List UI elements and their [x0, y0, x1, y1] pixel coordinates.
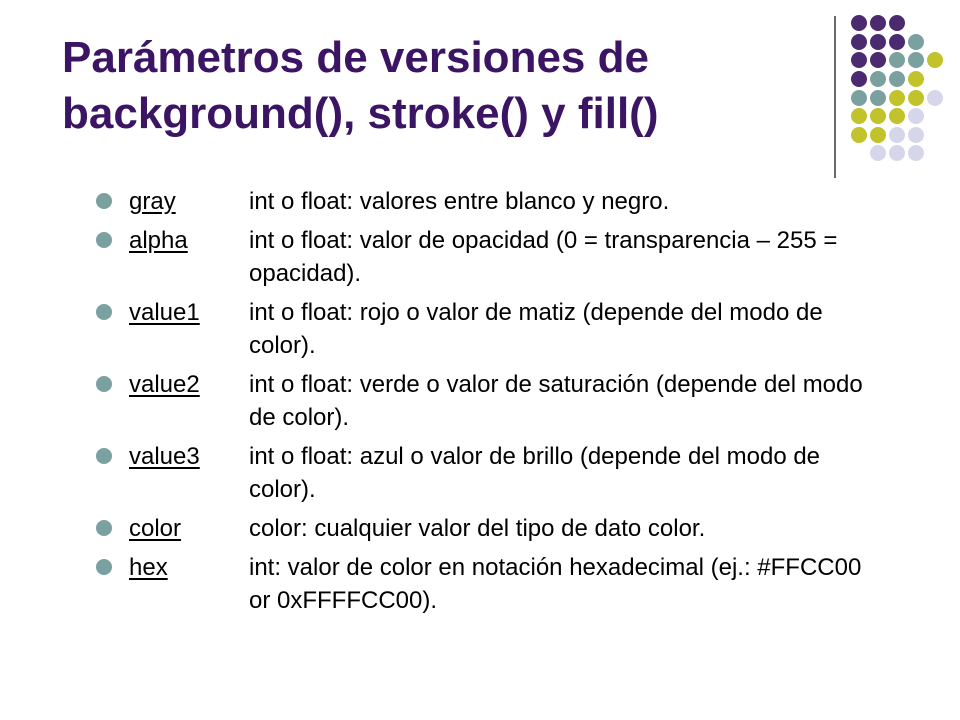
- decorative-dot: [908, 34, 924, 50]
- decorative-dot: [889, 145, 905, 161]
- param-description: color: cualquier valor del tipo de dato color.: [249, 515, 706, 542]
- param-term-link[interactable]: alpha: [129, 227, 188, 254]
- list-item: [96, 296, 916, 362]
- list-item: [96, 368, 916, 434]
- bullet-icon: [96, 520, 112, 536]
- list-item: [96, 512, 916, 545]
- bullet-icon: [96, 376, 112, 392]
- param-description: int o float: valor de opacidad (0 = transparencia – 255 = opacidad).: [249, 227, 838, 287]
- decorative-dot: [908, 52, 924, 68]
- decorative-dot: [889, 71, 905, 87]
- decorative-dot: [889, 52, 905, 68]
- decorative-dot: [908, 108, 924, 124]
- slide-title-line-1: Parámetros de versiones de: [62, 33, 649, 82]
- bullet-icon: [96, 232, 112, 248]
- decorative-dot: [870, 127, 886, 143]
- decorative-dot: [870, 108, 886, 124]
- bullet-icon: [96, 559, 112, 575]
- param-description: int o float: verde o valor de saturación (depende del modo de color).: [249, 371, 863, 431]
- bullet-icon: [96, 448, 112, 464]
- slide-title-line-2: background(), stroke() y fill(): [62, 89, 659, 138]
- decorative-dot: [908, 127, 924, 143]
- param-description: int o float: valores entre blanco y negro.: [249, 188, 670, 215]
- param-description: int o float: rojo o valor de matiz (depende del modo de color).: [249, 299, 823, 359]
- decorative-dot: [851, 52, 867, 68]
- bullet-icon: [96, 193, 112, 209]
- decorative-dot: [908, 90, 924, 106]
- decorative-dot: [870, 52, 886, 68]
- bullet-icon: [96, 304, 112, 320]
- decorative-dot: [889, 108, 905, 124]
- decorative-dot: [851, 90, 867, 106]
- list-item: [96, 185, 916, 218]
- param-description: int: valor de color en notación hexadecimal (ej.: #FFCC00 or 0xFFFFCC00).: [249, 554, 862, 614]
- decorative-dot: [851, 34, 867, 50]
- decorative-dot: [889, 15, 905, 31]
- list-item: [96, 440, 916, 506]
- decorative-dot: [870, 71, 886, 87]
- param-term-link[interactable]: hex: [129, 554, 168, 581]
- decorative-dot: [870, 34, 886, 50]
- decorative-dot: [889, 127, 905, 143]
- decorative-dot: [889, 90, 905, 106]
- decorative-dot: [927, 90, 943, 106]
- decorative-dot-grid: [0, 0, 960, 200]
- decorative-dot: [870, 90, 886, 106]
- param-description: int o float: azul o valor de brillo (depende del modo de color).: [249, 443, 821, 503]
- decorative-dot: [870, 15, 886, 31]
- decorative-dot: [908, 145, 924, 161]
- list-item: [96, 551, 916, 617]
- decorative-dot: [870, 145, 886, 161]
- param-term-link[interactable]: gray: [129, 188, 176, 215]
- decorative-dot: [908, 71, 924, 87]
- decorative-dot: [851, 127, 867, 143]
- decorative-dot: [851, 15, 867, 31]
- param-term-link[interactable]: color: [129, 515, 182, 542]
- decorative-dot: [851, 71, 867, 87]
- decorative-dot: [927, 52, 943, 68]
- parameter-list: [96, 185, 916, 623]
- decorative-dot: [889, 34, 905, 50]
- param-term-link[interactable]: value2: [129, 371, 200, 398]
- param-term-link[interactable]: value3: [129, 443, 200, 470]
- decorative-dot: [851, 108, 867, 124]
- param-term-link[interactable]: value1: [129, 299, 200, 326]
- list-item: [96, 224, 916, 290]
